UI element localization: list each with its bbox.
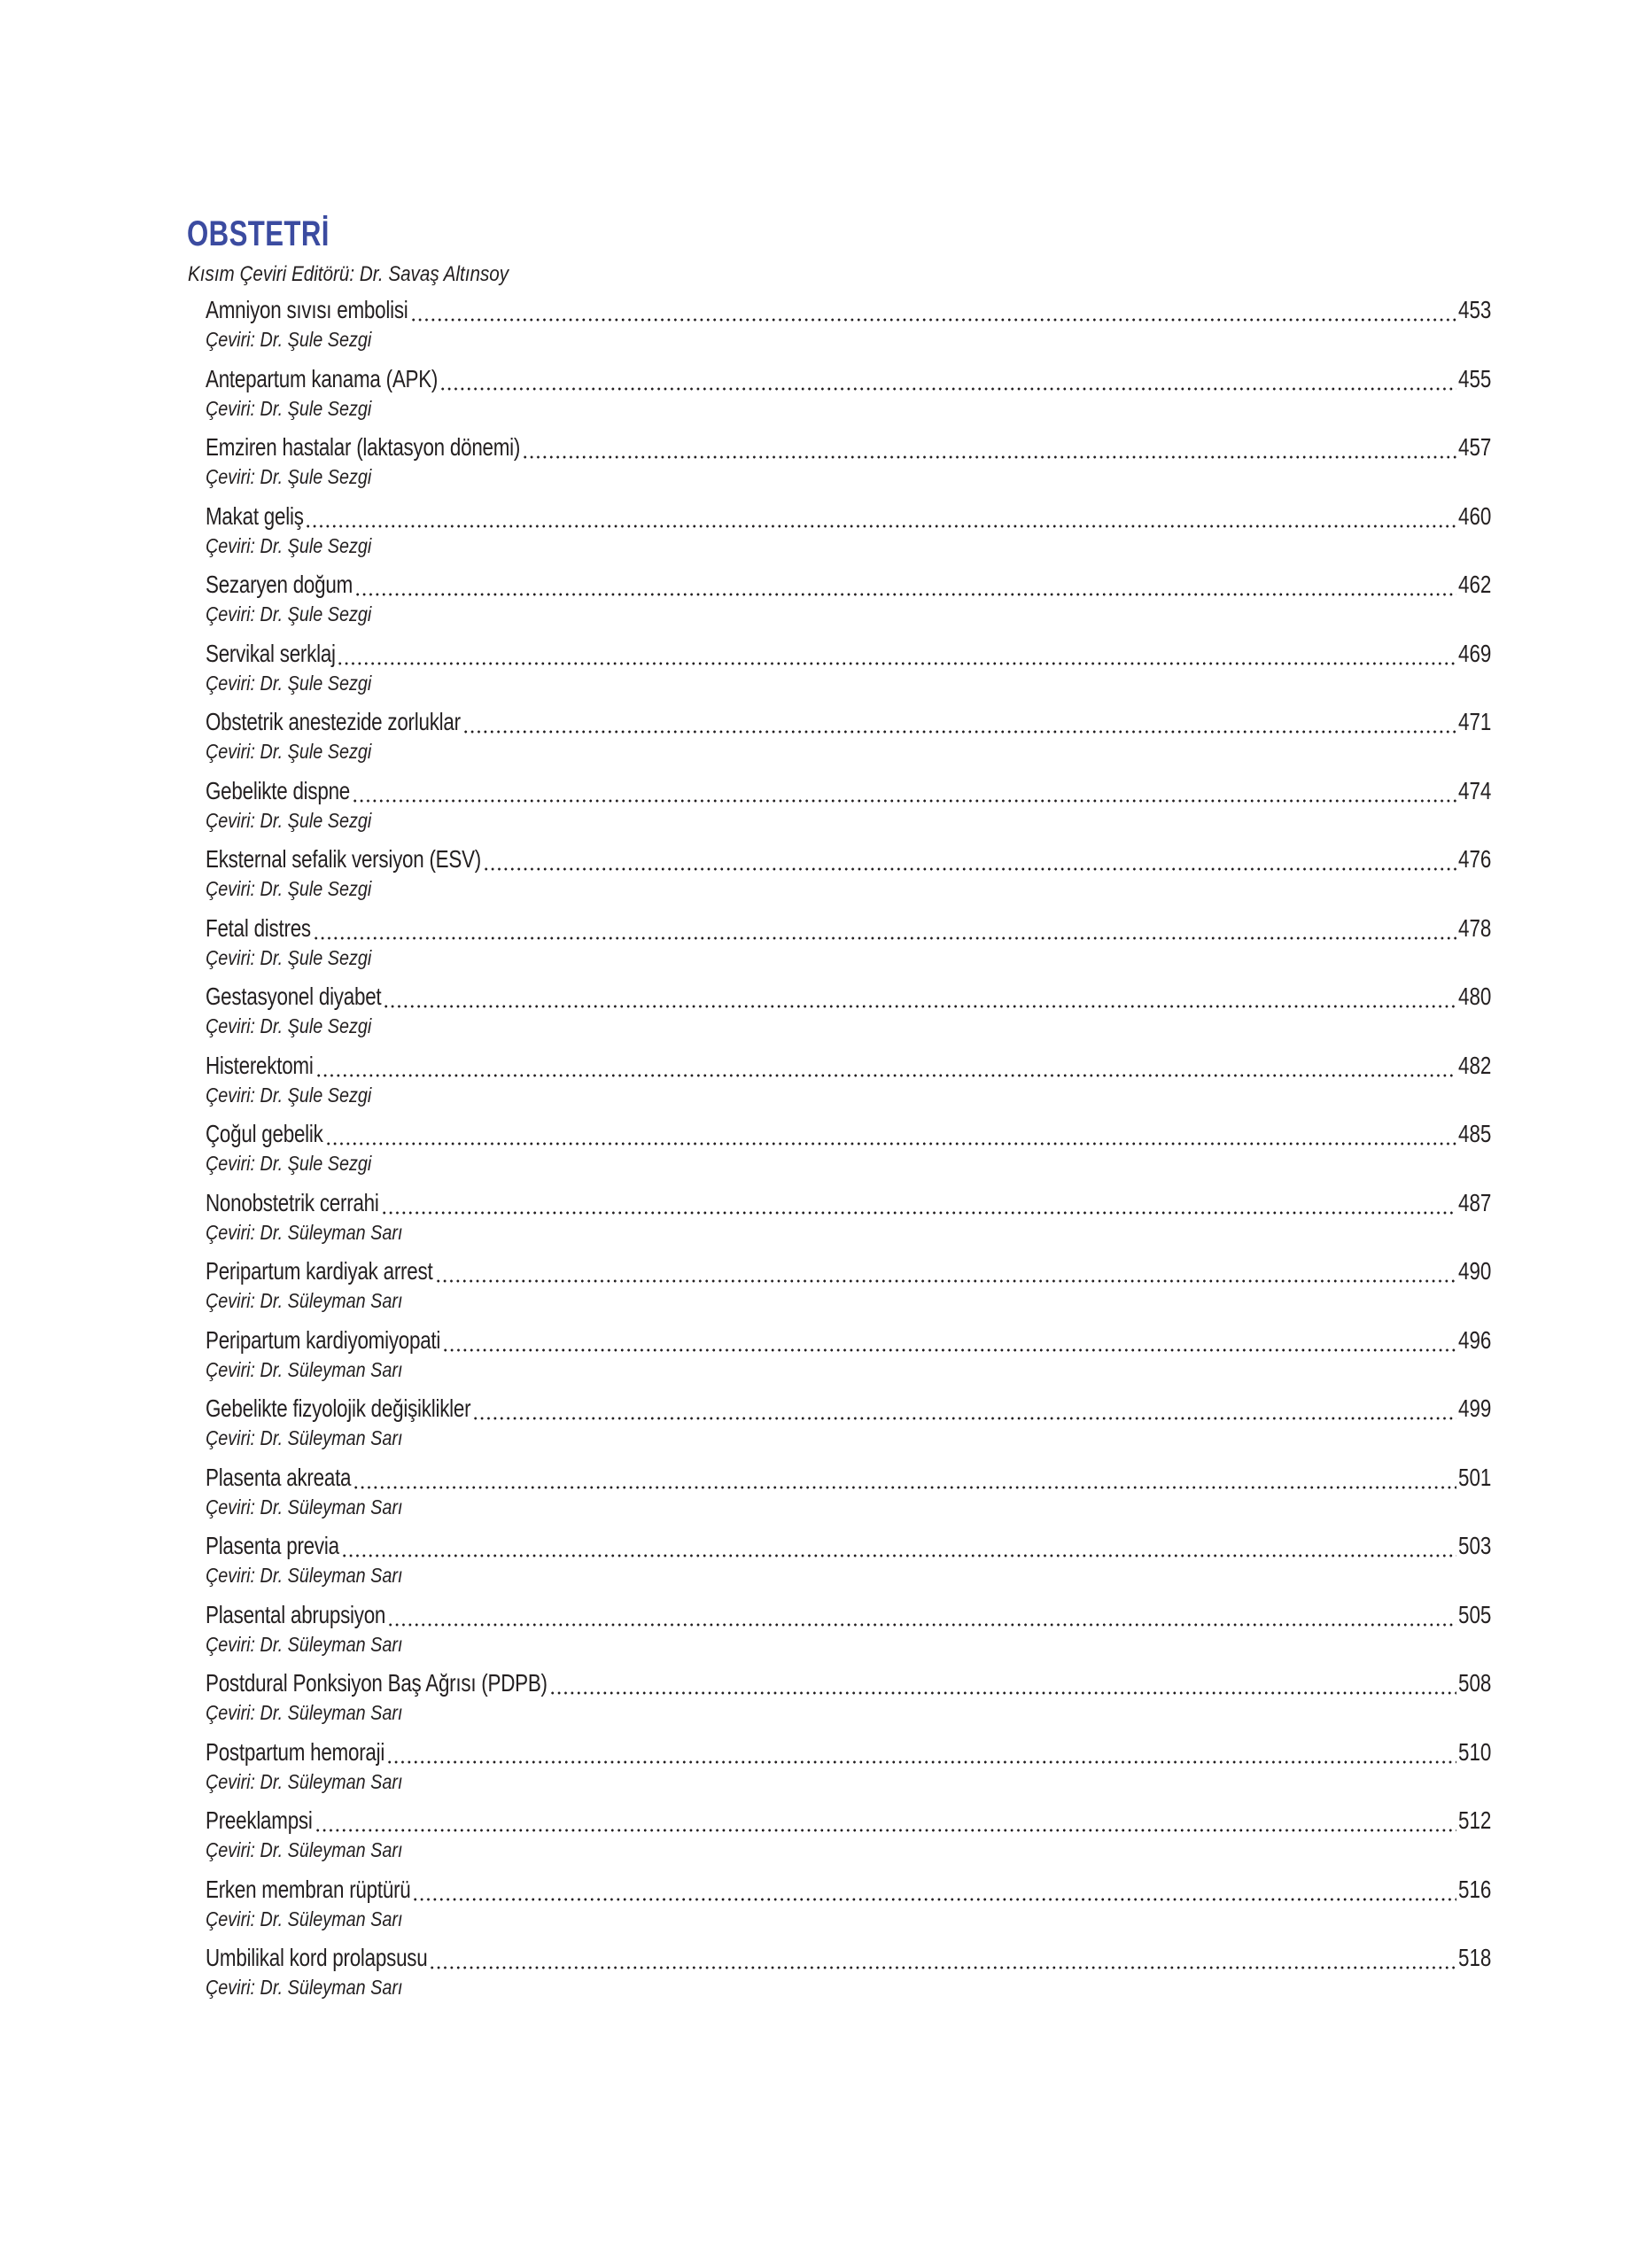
toc-entry-page[interactable]: 503 <box>1458 1532 1492 1559</box>
toc-entry-line <box>206 983 1492 1016</box>
toc-entry-line <box>206 845 1492 879</box>
toc-entry-translator: Çeviri: Dr. Süleyman Sarı <box>206 1907 403 1930</box>
toc-entry-translator: Çeviri: Dr. Şule Sezgi <box>206 877 372 900</box>
dot-leader <box>325 1142 1457 1146</box>
toc-entry-title[interactable]: Peripartum kardiyak arrest <box>206 1257 433 1285</box>
toc-entry-title-wrap <box>206 640 335 668</box>
toc-entry-title-wrap <box>206 845 481 874</box>
dot-leader <box>381 1211 1456 1215</box>
toc-entry-title[interactable]: Çoğul gebelik <box>206 1120 323 1147</box>
toc-entry-page[interactable]: 505 <box>1458 1600 1492 1628</box>
toc-entry-title[interactable]: Plasenta previa <box>206 1532 339 1559</box>
toc-entry-line <box>206 433 1492 467</box>
toc-entry-translator: Çeviri: Dr. Şule Sezgi <box>206 1152 372 1175</box>
toc-entry-title-wrap <box>206 365 438 393</box>
toc-entry-translator: Çeviri: Dr. Şule Sezgi <box>206 945 372 969</box>
toc-entry-title-wrap <box>206 1464 351 1492</box>
toc-entry-translator: Çeviri: Dr. Süleyman Sarı <box>206 1838 403 1861</box>
dot-leader <box>412 1898 1456 1901</box>
toc-entry-title[interactable]: Gestasyonel diyabet <box>206 983 382 1010</box>
dot-leader <box>439 387 1456 391</box>
dot-leader <box>341 1554 1456 1557</box>
toc-entry-line <box>206 1669 1492 1703</box>
dot-leader <box>462 730 1456 734</box>
toc-entry-line <box>206 1738 1492 1772</box>
toc-entry-title[interactable]: Gebelikte fizyolojik değişiklikler <box>206 1394 471 1422</box>
toc-entry-page[interactable]: 455 <box>1458 364 1492 392</box>
dot-leader <box>549 1691 1457 1695</box>
toc-entry-line <box>206 296 1492 330</box>
dot-leader <box>315 1074 1457 1077</box>
toc-entry-title-wrap <box>206 1189 379 1217</box>
toc-entry-translator: Çeviri: Dr. Şule Sezgi <box>206 602 372 625</box>
toc-entry-page[interactable]: 508 <box>1458 1669 1492 1697</box>
toc-entry-line <box>206 1464 1492 1497</box>
toc-entry[interactable] <box>206 296 1492 365</box>
toc-entry-translator: Çeviri: Dr. Şule Sezgi <box>206 396 372 420</box>
table-of-contents <box>206 296 1492 2013</box>
toc-entry[interactable] <box>206 1257 1492 1326</box>
toc-entry[interactable] <box>206 1738 1492 1807</box>
toc-entry-title-wrap <box>206 296 408 324</box>
toc-entry[interactable] <box>206 502 1492 571</box>
toc-entry-line <box>206 708 1492 742</box>
toc-entry-page[interactable]: 457 <box>1458 433 1492 461</box>
toc-entry-title[interactable]: Makat geliş <box>206 501 304 530</box>
toc-entry-translator: Çeviri: Dr. Süleyman Sarı <box>206 1976 403 1999</box>
toc-entry-page[interactable]: 462 <box>1458 571 1492 598</box>
toc-entry-page[interactable]: 516 <box>1458 1875 1492 1903</box>
toc-entry-line <box>206 777 1492 811</box>
toc-entry-page[interactable]: 476 <box>1458 845 1492 873</box>
toc-entry-title-wrap <box>206 1394 470 1423</box>
toc-entry[interactable] <box>206 1120 1492 1189</box>
toc-entry-title[interactable]: Peripartum kardiyomiyopati <box>206 1325 441 1354</box>
toc-entry[interactable] <box>206 640 1492 709</box>
toc-entry-line <box>206 1052 1492 1085</box>
toc-entry[interactable] <box>206 983 1492 1052</box>
toc-entry-line <box>206 1601 1492 1635</box>
toc-entry[interactable] <box>206 1052 1492 1121</box>
section-editor: Kısım Çeviri Editörü: Dr. Savaş Altınsoy <box>188 262 509 286</box>
toc-entry-title-wrap <box>206 983 381 1011</box>
dot-leader <box>315 1829 1457 1832</box>
toc-entry[interactable] <box>206 914 1492 983</box>
toc-entry-page[interactable]: 474 <box>1458 776 1492 804</box>
toc-entry-title[interactable]: Eksternal sefalik versiyon (ESV) <box>206 845 482 873</box>
toc-entry[interactable] <box>206 1326 1492 1395</box>
toc-entry-page[interactable]: 501 <box>1458 1463 1492 1491</box>
toc-entry-page[interactable]: 469 <box>1458 639 1492 667</box>
dot-leader <box>483 867 1456 871</box>
toc-entry-title[interactable]: Nonobstetrik cerrahi <box>206 1188 379 1216</box>
toc-entry-title[interactable]: Antepartum kanama (APK) <box>206 364 439 392</box>
toc-entry-page[interactable]: 487 <box>1458 1188 1492 1216</box>
toc-entry-title-wrap <box>206 1532 339 1560</box>
toc-entry-title-wrap <box>206 708 461 736</box>
toc-entry-line <box>206 914 1492 948</box>
toc-entry-line <box>206 365 1492 399</box>
toc-entry[interactable] <box>206 1464 1492 1533</box>
toc-entry-line <box>206 571 1492 604</box>
toc-entry-title-wrap <box>206 777 350 805</box>
dot-leader <box>313 936 1456 940</box>
toc-entry-page[interactable]: 478 <box>1458 913 1492 942</box>
toc-entry-page[interactable]: 490 <box>1458 1257 1492 1285</box>
toc-entry-title-wrap <box>206 502 303 531</box>
toc-entry-page[interactable]: 480 <box>1458 983 1492 1010</box>
toc-entry-translator: Çeviri: Dr. Şule Sezgi <box>206 808 372 832</box>
toc-entry-title[interactable]: Plasenta akreata <box>206 1463 352 1491</box>
dot-leader <box>429 1966 1456 1969</box>
dot-leader <box>353 1486 1456 1489</box>
toc-entry-line <box>206 1944 1492 1977</box>
dot-leader <box>305 524 1456 528</box>
toc-entry-line <box>206 1120 1492 1153</box>
toc-entry-title-wrap <box>206 1876 410 1904</box>
toc-entry-translator: Çeviri: Dr. Süleyman Sarı <box>206 1495 403 1518</box>
toc-entry-page[interactable]: 460 <box>1458 501 1492 530</box>
toc-entry-page[interactable]: 482 <box>1458 1051 1492 1079</box>
toc-entry-title[interactable]: Amniyon sıvısı embolisi <box>206 296 408 323</box>
dot-leader <box>435 1279 1457 1283</box>
toc-entry-page[interactable]: 499 <box>1458 1394 1492 1422</box>
toc-entry-title[interactable]: Gebelikte dispne <box>206 776 351 804</box>
dot-leader <box>442 1348 1457 1352</box>
toc-entry-translator: Çeviri: Dr. Şule Sezgi <box>206 533 372 557</box>
toc-entry[interactable] <box>206 365 1492 434</box>
toc-entry[interactable] <box>206 1394 1492 1464</box>
toc-entry-title[interactable]: Servikal serklaj <box>206 639 336 667</box>
toc-entry-title-wrap <box>206 1326 440 1355</box>
toc-entry-title-wrap <box>206 571 353 599</box>
toc-entry-title-wrap <box>206 1669 548 1697</box>
toc-entry-page[interactable]: 518 <box>1458 1944 1492 1971</box>
toc-entry[interactable] <box>206 1806 1492 1876</box>
toc-entry-title-wrap <box>206 914 311 943</box>
toc-entry-line <box>206 1189 1492 1223</box>
toc-entry[interactable] <box>206 1601 1492 1670</box>
dot-leader <box>387 1623 1456 1627</box>
toc-entry-title-wrap <box>206 1257 433 1285</box>
toc-entry-title[interactable]: Umbilikal kord prolapsusu <box>206 1944 428 1971</box>
toc-entry-translator: Çeviri: Dr. Süleyman Sarı <box>206 1769 403 1793</box>
section-title: OBSTETRİ <box>187 214 330 253</box>
toc-entry-title-wrap <box>206 1806 313 1835</box>
dot-leader <box>337 662 1456 665</box>
toc-entry-page[interactable]: 453 <box>1458 296 1492 323</box>
toc-entry[interactable] <box>206 1944 1492 2013</box>
toc-entry-line <box>206 502 1492 536</box>
toc-entry-title[interactable]: Emziren hastalar (laktasyon dönemi) <box>206 433 521 461</box>
toc-entry-line <box>206 1394 1492 1428</box>
toc-entry[interactable] <box>206 1532 1492 1601</box>
toc-entry-line <box>206 1257 1492 1291</box>
toc-entry-line <box>206 1876 1492 1909</box>
toc-entry-page[interactable]: 510 <box>1458 1737 1492 1766</box>
toc-entry-title-wrap <box>206 1601 385 1629</box>
toc-entry[interactable] <box>206 1876 1492 1945</box>
toc-entry-title[interactable]: Sezaryen doğum <box>206 571 353 598</box>
toc-entry-title-wrap <box>206 1120 323 1148</box>
toc-entry-translator: Çeviri: Dr. Şule Sezgi <box>206 1083 372 1107</box>
toc-entry-translator: Çeviri: Dr. Şule Sezgi <box>206 1014 372 1037</box>
toc-entry-page[interactable]: 496 <box>1458 1325 1492 1354</box>
toc-entry-title-wrap <box>206 1738 384 1767</box>
dot-leader <box>472 1417 1456 1420</box>
toc-entry-translator: Çeviri: Dr. Süleyman Sarı <box>206 1289 403 1312</box>
toc-entry-title[interactable]: Postpartum hemoraji <box>206 1737 385 1766</box>
toc-entry-title-wrap <box>206 1052 314 1080</box>
toc-entry[interactable] <box>206 845 1492 914</box>
toc-entry[interactable] <box>206 433 1492 502</box>
toc-entry-title[interactable]: Erken membran rüptürü <box>206 1875 411 1903</box>
toc-entry-translator: Çeviri: Dr. Süleyman Sarı <box>206 1220 403 1244</box>
toc-entry-title[interactable]: Obstetrik anestezide zorluklar <box>206 708 461 735</box>
toc-entry-translator: Çeviri: Dr. Şule Sezgi <box>206 740 372 763</box>
dot-leader <box>410 318 1457 322</box>
dot-leader <box>383 1005 1456 1008</box>
toc-entry-line <box>206 640 1492 673</box>
toc-entry-translator: Çeviri: Dr. Şule Sezgi <box>206 671 372 695</box>
dot-leader <box>354 593 1457 596</box>
toc-entry-translator: Çeviri: Dr. Süleyman Sarı <box>206 1564 403 1587</box>
toc-entry-title[interactable]: Postdural Ponksiyon Baş Ağrısı (PDPB) <box>206 1669 548 1697</box>
toc-entry-page[interactable]: 512 <box>1458 1806 1492 1834</box>
toc-entry-line <box>206 1806 1492 1840</box>
toc-entry-title-wrap <box>206 433 520 462</box>
toc-entry-translator: Çeviri: Dr. Süleyman Sarı <box>206 1357 403 1381</box>
toc-entry-title[interactable]: Preeklampsi <box>206 1806 313 1834</box>
toc-entry[interactable] <box>206 1189 1492 1258</box>
dot-leader <box>352 799 1456 803</box>
toc-entry-title[interactable]: Plasental abrupsiyon <box>206 1600 386 1628</box>
toc-entry-translator: Çeviri: Dr. Süleyman Sarı <box>206 1701 403 1724</box>
toc-entry-title-wrap <box>206 1944 427 1972</box>
dot-leader <box>522 455 1456 459</box>
dot-leader <box>386 1760 1456 1764</box>
toc-entry-translator: Çeviri: Dr. Süleyman Sarı <box>206 1426 403 1449</box>
toc-entry-translator: Çeviri: Dr. Şule Sezgi <box>206 328 372 351</box>
toc-entry-title[interactable]: Fetal distres <box>206 913 311 942</box>
toc-entry-translator: Çeviri: Dr. Süleyman Sarı <box>206 1632 403 1656</box>
toc-entry-title[interactable]: Histerektomi <box>206 1051 314 1079</box>
toc-entry-line <box>206 1326 1492 1360</box>
toc-entry-translator: Çeviri: Dr. Şule Sezgi <box>206 465 372 488</box>
toc-entry-page[interactable]: 485 <box>1458 1120 1492 1147</box>
toc-entry[interactable] <box>206 708 1492 777</box>
toc-entry[interactable] <box>206 777 1492 846</box>
toc-entry-line <box>206 1532 1492 1565</box>
toc-entry-page[interactable]: 471 <box>1458 708 1492 735</box>
toc-entry[interactable] <box>206 1669 1492 1738</box>
toc-entry[interactable] <box>206 571 1492 640</box>
